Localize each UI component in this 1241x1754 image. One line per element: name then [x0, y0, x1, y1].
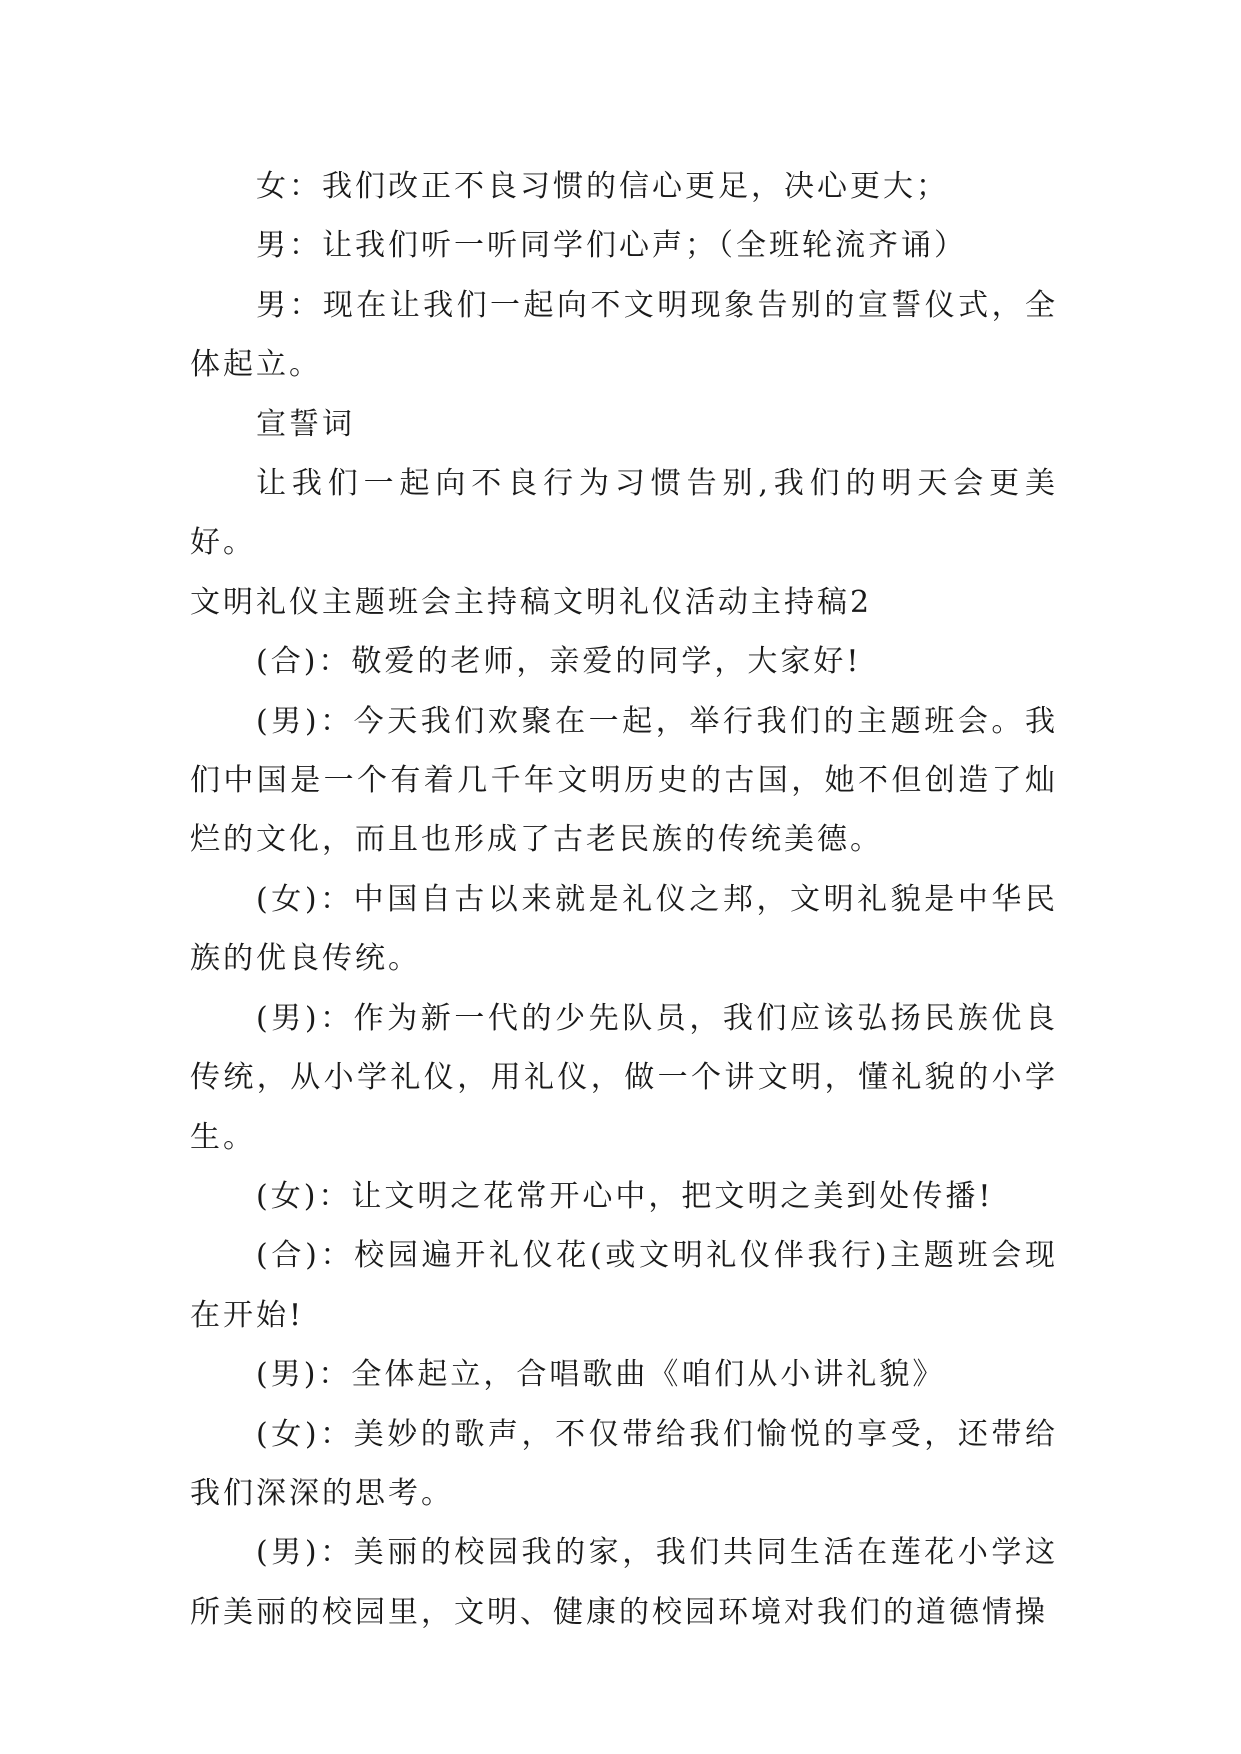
paragraph: 男：现在让我们一起向不文明现象告别的宣誓仪式，全体起立。: [190, 287, 1058, 383]
paragraph: (合)：校园遍开礼仪花(或文明礼仪伴我行)主题班会现在开始!: [190, 1238, 1058, 1333]
paragraph: (合)：敬爱的老师，亲爱的同学，大家好!: [256, 644, 862, 680]
paragraph: (女)：美妙的歌声，不仅带给我们愉悦的享受，还带给我们深深的思考。: [190, 1416, 1058, 1511]
section-title: 文明礼仪主题班会主持稿文明礼仪活动主持稿2: [190, 584, 873, 620]
paragraph: (男)：全体起立，合唱歌曲《咱们从小讲礼貌》: [256, 1357, 946, 1393]
paragraph: (女)：中国自古以来就是礼仪之邦，文明礼貌是中华民族的优良传统。: [190, 881, 1058, 977]
paragraph: (男)：美丽的校园我的家，我们共同生活在莲花小学这所美丽的校园里，文明、健康的校园环境对我们的道德情操: [190, 1535, 1058, 1630]
paragraph: (女)：让文明之花常开心中，把文明之美到处传播!: [256, 1178, 994, 1214]
paragraph: (男)：今天我们欢聚在一起，举行我们的主题班会。我们中国是一个有着几千年文明历史的古国，她不但创造了灿烂的文化，而且也形成了古老民族的传统美德。: [190, 703, 1058, 858]
paragraph: 男：让我们听一听同学们心声；（全班轮流齐诵）: [256, 228, 967, 264]
paragraph: (男)：作为新一代的少先队员，我们应该弘扬民族优良传统，从小学礼仪，用礼仪，做一个讲文明，懂礼貌的小学生。: [190, 1000, 1058, 1155]
paragraph: 宣誓词: [256, 406, 355, 442]
document-body: [190, 157, 1058, 1642]
paragraph: 女：我们改正不良习惯的信心更足，决心更大；: [256, 169, 949, 204]
paragraph: 让我们一起向不良行为习惯告别,我们的明天会更美好。: [190, 466, 1058, 561]
